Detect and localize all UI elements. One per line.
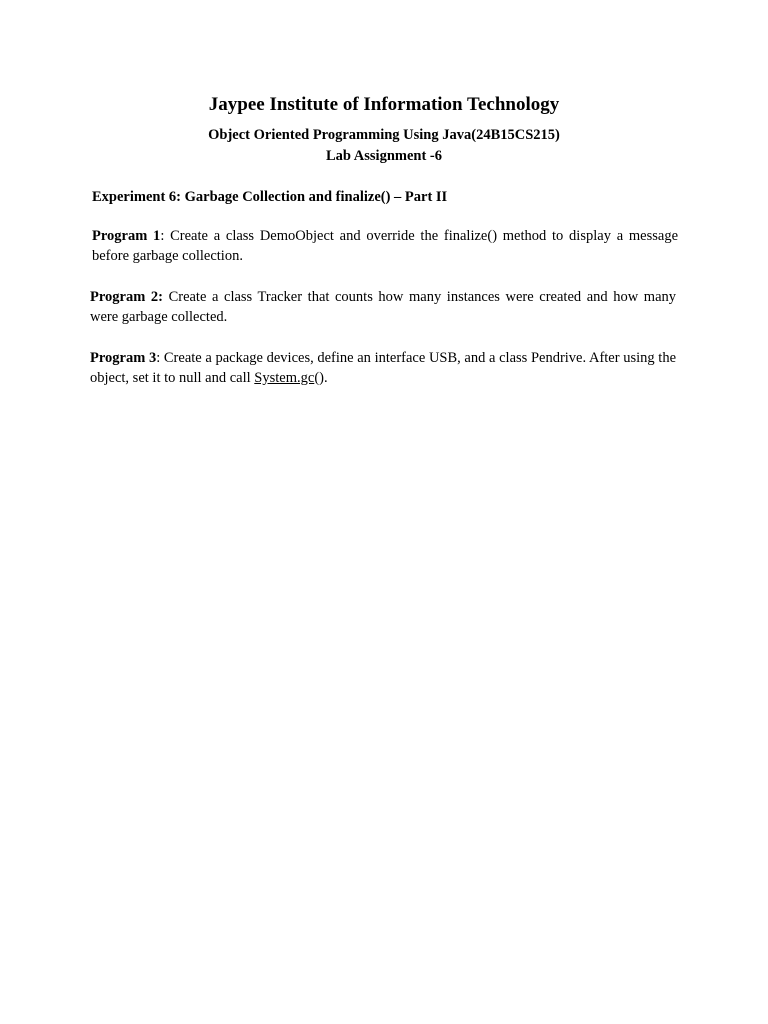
program-3-label: Program 3 (90, 350, 157, 366)
system-gc-link[interactable]: System.gc (254, 370, 315, 386)
program-3-tail: (). (314, 370, 328, 386)
institute-title: Jaypee Institute of Information Technology (208, 94, 560, 115)
course-title: Object Oriented Programming Using Java(24B15CS215) (208, 127, 560, 143)
program-1-text: Create a class DemoObject and override the finalize() method to display a message before garbage collection. (92, 228, 679, 264)
lab-assignment-title: Lab Assignment -6 (325, 148, 443, 164)
program-1-separator: : (160, 228, 171, 244)
experiment-heading: Experiment 6: Garbage Collection and finalize() – Part II (92, 189, 448, 205)
program-2-paragraph (90, 287, 676, 327)
program-3-text: Create a package devices, define an interface USB, and a class Pendrive. After using the object, set it to null and call (90, 350, 677, 386)
program-3-separator: : (156, 350, 164, 366)
program-1-label: Program 1 (92, 228, 161, 244)
program-2-text: Create a class Tracker that counts how many instances were created and how many were garbage collected. (90, 289, 677, 325)
program-1-paragraph (92, 226, 678, 266)
program-3-paragraph (90, 348, 676, 388)
program-2-label: Program 2: (90, 289, 163, 305)
